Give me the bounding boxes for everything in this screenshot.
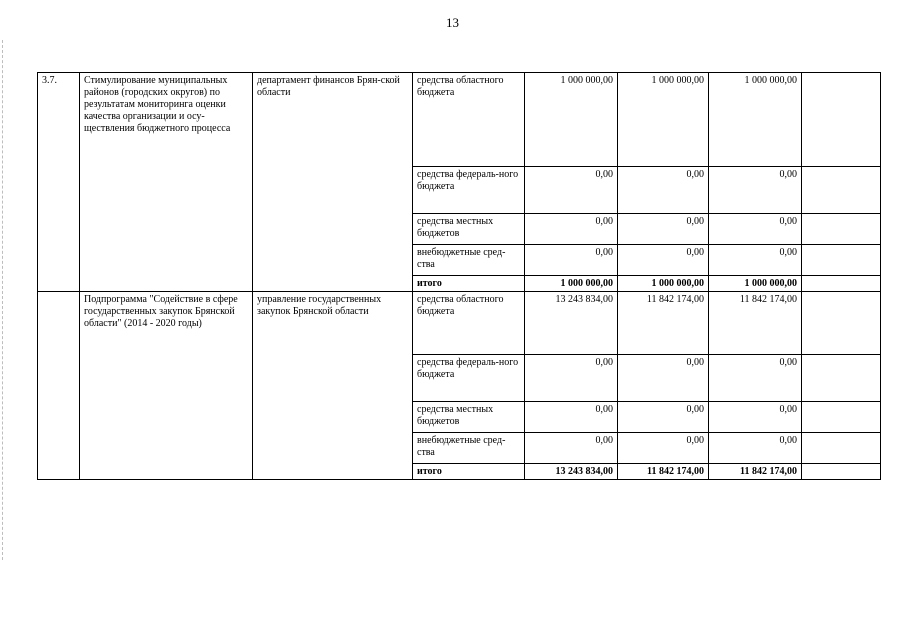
- amount-cell: 13 243 834,00: [525, 292, 618, 355]
- amount-cell: 0,00: [525, 433, 618, 464]
- total-label: итого: [413, 464, 525, 480]
- total-amount: 1 000 000,00: [709, 276, 802, 292]
- amount-cell: 1 000 000,00: [709, 73, 802, 167]
- total-label: итого: [413, 276, 525, 292]
- funding-source: внебюджетные сред-ства: [413, 245, 525, 276]
- funding-source: средства местных бюджетов: [413, 214, 525, 245]
- budget-table: [37, 72, 881, 480]
- empty-cell: [802, 433, 881, 464]
- amount-cell: 11 842 174,00: [709, 292, 802, 355]
- total-amount: 13 243 834,00: [525, 464, 618, 480]
- total-amount: 1 000 000,00: [525, 276, 618, 292]
- measure-name: Подпрограмма "Содействие в сфере государственных закупок Брянской области" (2014 - 2020 годы): [80, 292, 253, 480]
- amount-cell: 0,00: [709, 245, 802, 276]
- total-amount: 11 842 174,00: [709, 464, 802, 480]
- amount-cell: 0,00: [525, 245, 618, 276]
- scan-edge-line: [2, 40, 4, 560]
- table-row: [38, 292, 881, 355]
- row-number: 3.7.: [38, 73, 80, 292]
- amount-cell: 0,00: [525, 402, 618, 433]
- empty-cell: [802, 214, 881, 245]
- total-amount: 11 842 174,00: [618, 464, 709, 480]
- empty-cell: [802, 276, 881, 292]
- row-number: [38, 292, 80, 480]
- empty-cell: [802, 355, 881, 402]
- amount-cell: 0,00: [709, 402, 802, 433]
- amount-cell: 0,00: [618, 355, 709, 402]
- amount-cell: 1 000 000,00: [618, 73, 709, 167]
- amount-cell: 0,00: [525, 214, 618, 245]
- funding-source: внебюджетные сред-ства: [413, 433, 525, 464]
- funding-source: средства областного бюджета: [413, 292, 525, 355]
- amount-cell: 0,00: [525, 355, 618, 402]
- amount-cell: 0,00: [618, 214, 709, 245]
- total-amount: 1 000 000,00: [618, 276, 709, 292]
- funding-source: средства местных бюджетов: [413, 402, 525, 433]
- amount-cell: 0,00: [618, 167, 709, 214]
- table-row: [38, 73, 881, 167]
- empty-cell: [802, 73, 881, 167]
- empty-cell: [802, 167, 881, 214]
- amount-cell: 0,00: [618, 433, 709, 464]
- amount-cell: 0,00: [709, 355, 802, 402]
- funding-source: средства федераль-ного бюджета: [413, 355, 525, 402]
- page-number: 13: [446, 15, 459, 30]
- measure-name: Стимулирование муниципальных районов (городских округов) по результатам мониторинга оценки качества организации и осу-ществления бюджетного процесса: [80, 73, 253, 292]
- empty-cell: [802, 464, 881, 480]
- amount-cell: 11 842 174,00: [618, 292, 709, 355]
- funding-source: средства областного бюджета: [413, 73, 525, 167]
- amount-cell: 0,00: [709, 214, 802, 245]
- empty-cell: [802, 402, 881, 433]
- funding-source: средства федераль-ного бюджета: [413, 167, 525, 214]
- amount-cell: 0,00: [618, 245, 709, 276]
- executor: департамент финансов Брян-ской области: [253, 73, 413, 292]
- executor: управление государственных закупок Брянской области: [253, 292, 413, 480]
- amount-cell: 0,00: [709, 433, 802, 464]
- empty-cell: [802, 292, 881, 355]
- amount-cell: 1 000 000,00: [525, 73, 618, 167]
- amount-cell: 0,00: [709, 167, 802, 214]
- amount-cell: 0,00: [525, 167, 618, 214]
- amount-cell: 0,00: [618, 402, 709, 433]
- empty-cell: [802, 245, 881, 276]
